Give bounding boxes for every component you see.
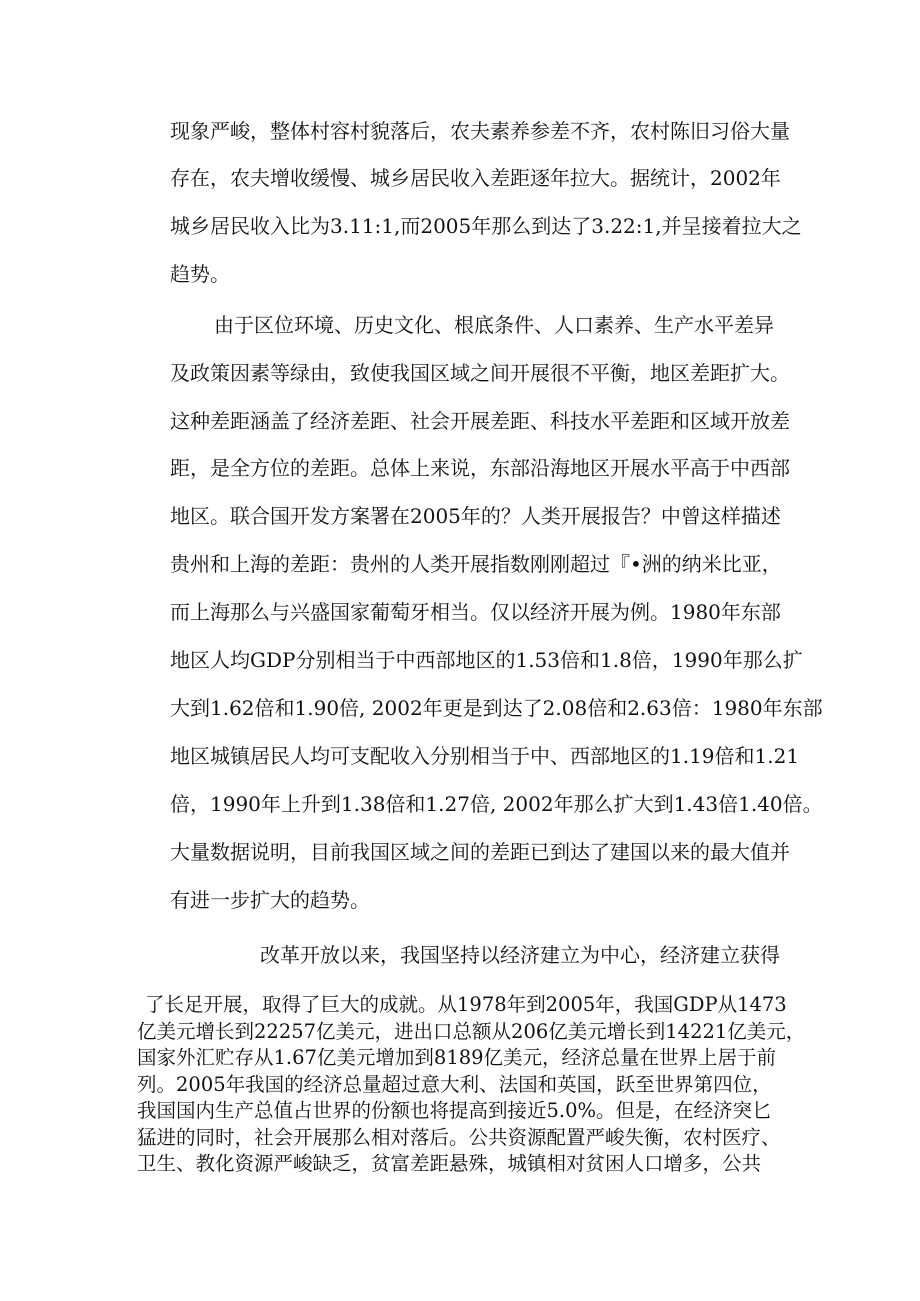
text-line: 有进一步扩大的趋势。 (170, 888, 370, 912)
text-line: 倍，1990年上升到1.38倍和1.27倍, 2002年那么扩大到1.43倍1.40倍。 (170, 792, 823, 816)
text-line: 存在，农夫增收缓慢、城乡居民收入差距逐年拉大。据统计，2002年 (170, 166, 781, 190)
text-line: 列。2005年我国的经济总量超过意大利、法国和英国，跃至世界第四位， (137, 1073, 772, 1096)
text-line: 地区。联合国开发方案署在2005年的？人类开展报告？中曾这样描述 (170, 504, 781, 528)
text-line: 城乡居民收入比为3.11:1,而2005年那么到达了3.22:1,并呈接着拉大之 (170, 214, 802, 238)
text-line: 我国国内生产总值占世界的份额也将提高到接近5.0%。但是，在经济突匕 (137, 1099, 772, 1122)
text-line: 距，是全方位的差距。总体上来说，东部沿海地区开展水平高于中西部 (170, 456, 790, 480)
text-line: 亿美元增长到22257亿美元，进出口总额从206亿美元增长到14221亿美元， (137, 1020, 806, 1043)
text-line: 猛进的同时，社会开展那么相对落后。公共资源配置严峻失衡，农村医疗、 (137, 1126, 781, 1149)
text-line: 及政策因素等绿由，致使我国区域之间开展很不平衡，地区差距扩大。 (170, 361, 790, 385)
text-line: 改革开放以来，我国坚持以经济建立为中心，经济建立获得 (260, 943, 780, 967)
text-line: 而上海那么与兴盛国家葡萄牙相当。仅以经济开展为例。1980年东部 (170, 600, 781, 624)
text-line: 现象严峻，整体村容村貌落后，农夫素养参差不齐，农村陈旧习俗大量 (170, 119, 790, 143)
text-line: 大量数据说明，目前我国区域之间的差距已到达了建国以来的最大值并 (170, 840, 790, 864)
text-line: 地区城镇居民人均可支配收入分别相当于中、西部地区的1.19倍和1.21 (170, 744, 800, 768)
text-line: 国家外汇贮存从1.67亿美元增加到8189亿美元，经济总量在世界上居于前 (137, 1046, 777, 1069)
text-line: 了长足开展，取得了巨大的成就。从1978年到2005年，我国GDP从1473 (145, 993, 787, 1016)
text-line: 趋势。 (170, 262, 230, 286)
text-line: 卫生、教化资源严峻缺乏，贫富差距悬殊，城镇相对贫困人口增多，公共 (137, 1152, 762, 1175)
text-line: 由于区位环境、历史文化、根底条件、人口素养、生产水平差异 (214, 313, 774, 337)
text-line: 贵州和上海的差距：贵州的人类开展指数刚刚超过『•洲的纳米比亚， (170, 552, 782, 576)
text-line: 大到1.62倍和1.90倍, 2002年更是到达了2.08倍和2.63倍：1980年东部 (170, 696, 823, 720)
text-line: 这种差距涵盖了经济差距、社会开展差距、科技水平差距和区域开放差 (170, 409, 790, 433)
text-line: 地区人均GDP分别相当于中西部地区的1.53倍和1.8倍，1990年那么扩 (170, 648, 803, 672)
